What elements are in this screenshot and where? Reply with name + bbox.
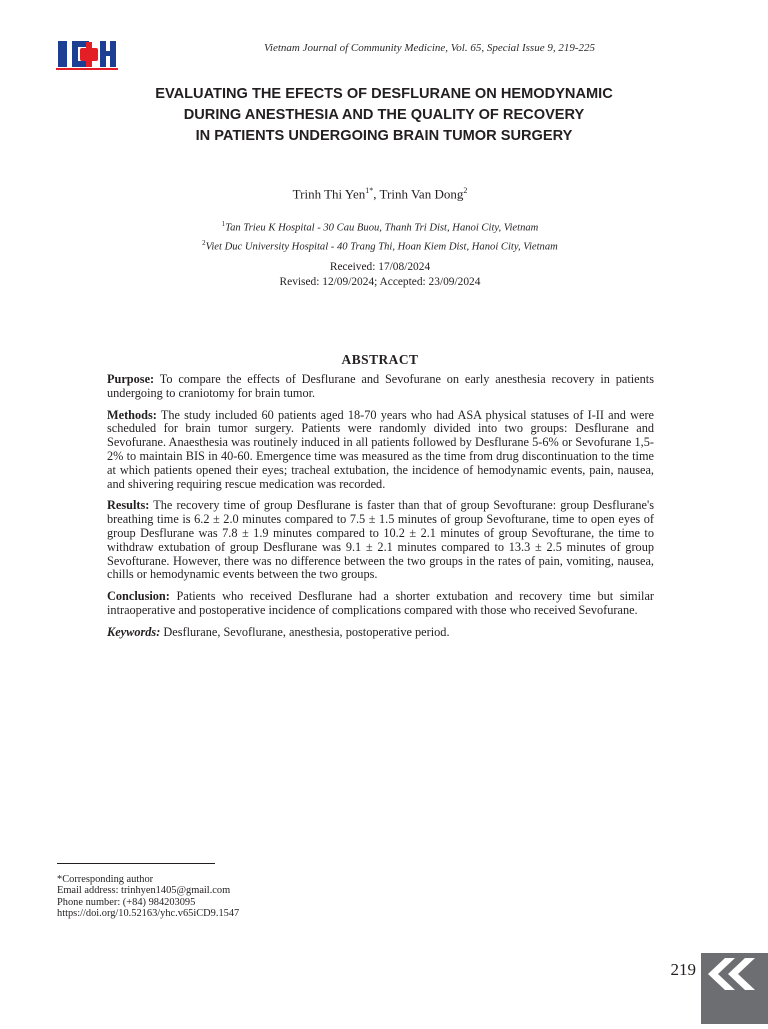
author-affiliation-mark: 2 bbox=[463, 186, 468, 195]
author-name: Trinh Van Dong bbox=[379, 186, 464, 202]
author-list bbox=[0, 186, 760, 202]
keywords-text: Desflurane, Sevoflurane, anesthesia, postoperative period. bbox=[160, 624, 450, 639]
footnote-block bbox=[57, 874, 239, 920]
email-address: Email address: trinhyen1405@gmail.com bbox=[57, 885, 231, 897]
section-label: Conclusion: bbox=[107, 589, 170, 604]
double-chevron-left-icon bbox=[701, 953, 768, 1024]
phone-number: Phone number: (+84) 984203095 bbox=[57, 896, 196, 908]
author-affiliation-mark: 1* bbox=[365, 186, 374, 195]
revised-accepted-date: Revised: 12/09/2024; Accepted: 23/09/2024 bbox=[279, 276, 481, 288]
page-number: 219 bbox=[670, 960, 696, 979]
keywords-label: Keywords: bbox=[107, 624, 161, 639]
abstract-heading: ABSTRACT bbox=[341, 352, 419, 367]
affiliation-mark: 1 bbox=[221, 220, 226, 228]
corresponding-author-note: *Corresponding author bbox=[57, 874, 154, 885]
affiliation bbox=[0, 236, 760, 255]
section-text: The recovery time of group Desflurane is faster than that of group Sevofturane: group Desflurane's breathing time is 6.2 ± 2.0 minutes compared to 7.5 ± 1.5 minutes of group Sevofturane, time to open eyes of group Desflurane was 7.8 ± 1.9 minutes compared to 10.2 ± 2.1 minutes of group Sevofturane, the time to withdraw extubation of group Desflurane was 9.1 ± 2.1 minutes compared to 13.3 ± 2.5 minutes of group Sevofturane. However, there was no difference between the two groups in the rates of pain, vomiting, nausea, chills or hemodynamic events between the two groups. bbox=[107, 498, 654, 582]
journal-citation: Vietnam Journal of Community Medicine, Vol. 65, Special Issue 9, 219-225 bbox=[264, 42, 595, 54]
section-label: Results: bbox=[107, 498, 150, 513]
title-line: IN PATIENTS UNDERGOING BRAIN TUMOR SURGERY bbox=[195, 128, 573, 144]
section-label: Methods: bbox=[107, 407, 157, 422]
affiliation-text: Tan Trieu K Hospital - 30 Cau Buou, Thanh Tri Dist, Hanoi City, Vietnam bbox=[225, 222, 539, 234]
author-separator: , bbox=[373, 186, 380, 202]
article-title bbox=[60, 84, 708, 147]
footnote-divider bbox=[57, 863, 215, 864]
section-text: The study included 60 patients aged 18-70 years who had ASA physical statuses of I-II and were scheduled for brain tumor surgery. Patients were randomly divided into two groups: Desflurane and Sevofurane. Anaesthesia was routinely induced in all patients followed by Desflurane 5-6% or Sevofurane 1,5-2% to maintain BIS in 40-60. Emergence time was measured as the time from drug discontinuation to the time at which patients opened their eyes; tracheal extubation, the incidence of hemodynamic events, pain, nausea, and shivering requiring rescue medication was recorded. bbox=[107, 407, 654, 491]
journal-logo bbox=[56, 38, 118, 72]
title-line: EVALUATING THE EFECTS OF DESFLURANE ON HEMODYNAMIC bbox=[155, 86, 613, 102]
section-label: Purpose: bbox=[107, 372, 155, 386]
affiliation-text: Viet Duc University Hospital - 40 Trang Thi, Hoan Kiem Dist, Hanoi City, Vietnam bbox=[205, 241, 558, 253]
journal-cross-logo-icon bbox=[56, 41, 118, 70]
section-text: Patients who received Desflurane had a shorter extubation and recovery time but similar intraoperative and postoperative incidence of complications compared with those who received Sevofurane. bbox=[107, 589, 654, 617]
affiliation-mark: 2 bbox=[202, 238, 206, 247]
title-line: DURING ANESTHESIA AND THE QUALITY OF RECOVERY bbox=[183, 107, 585, 123]
abstract-methods bbox=[107, 409, 654, 492]
abstract-conclusion bbox=[107, 590, 654, 618]
author-name: Trinh Thi Yen bbox=[292, 186, 366, 202]
abstract-purpose bbox=[107, 373, 654, 401]
affiliation-list bbox=[0, 217, 760, 254]
abstract-body bbox=[107, 373, 654, 648]
doi-link[interactable]: https://doi.org/10.52163/yhc.v65iCD9.1547 bbox=[57, 908, 240, 920]
abstract-results bbox=[107, 499, 654, 582]
section-text: To compare the effects of Desflurane and Sevofurane on early anesthesia recovery in patients undergoing to craniotomy for brain tumor. bbox=[107, 372, 654, 400]
received-date: Received: 17/08/2024 bbox=[329, 261, 431, 273]
article-dates bbox=[0, 260, 760, 290]
abstract-keywords bbox=[107, 626, 654, 640]
corner-tab bbox=[701, 953, 768, 1024]
affiliation bbox=[0, 217, 760, 236]
